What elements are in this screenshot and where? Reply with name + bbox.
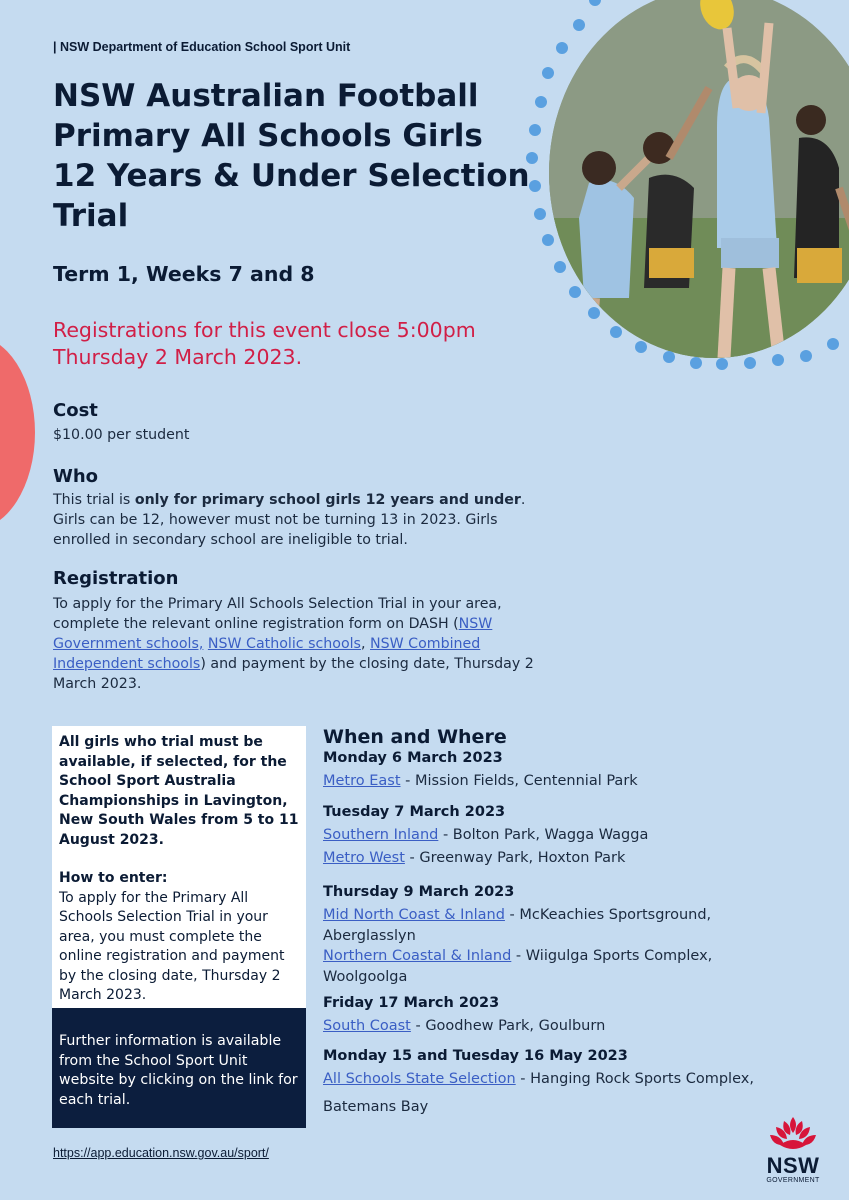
registration-heading: Registration (53, 568, 179, 589)
availability-info-box (52, 726, 306, 1008)
decorative-red-arc (0, 335, 35, 530)
schedule-venue (323, 946, 773, 988)
department-label: | NSW Department of Education School Sport Unit (53, 40, 351, 54)
who-text (53, 490, 543, 550)
further-info-text: Further information is available from the School Sport Unit website by clicking on the link for each trial. (59, 1033, 298, 1108)
venue-place: - Greenway Park, Hoxton Park (404, 850, 626, 866)
availability-notice: All girls who trial must be available, if selected, for the School Sport Australia Championships in Lavington, New South Wales from 5 to 11 August 2023. (59, 734, 299, 848)
venue-place: - McKeachies Sportsground, Aberglasslyn (323, 907, 712, 944)
schedule-venue-extra: Batemans Bay (323, 1099, 429, 1115)
who-text-post: . Girls can be 12, however must not be turning 13 in 2023. Girls enrolled in secondary school are ineligible to trial. (53, 492, 526, 548)
who-text-bold: only for primary school girls 12 years and under (134, 492, 521, 508)
cost-text: $10.00 per student (53, 427, 190, 443)
who-text-pre: This trial is (53, 492, 135, 508)
schedule-venue (323, 848, 773, 869)
how-to-enter-text: To apply for the Primary All Schools Selection Trial in your area, you must complete the online registration and payment by the closing date, Thursday 2 March 2023. (59, 889, 285, 1003)
schedule-day: Thursday 9 March 2023 (323, 884, 515, 900)
schedule-day: Monday 6 March 2023 (323, 750, 503, 766)
schedule-venue (323, 771, 773, 792)
decorative-dot-ring (520, 0, 849, 390)
northern-coastal-inland-link[interactable]: Northern Coastal & Inland (323, 948, 512, 964)
further-info-box (52, 1008, 306, 1128)
logo-subtext: GOVERNMENT (766, 1177, 820, 1184)
registration-close-notice: Registrations for this event close 5:00pm Thursday 2 March 2023. (53, 318, 476, 369)
venue-place: - Wiigulga Sports Complex, Woolgoolga (323, 948, 713, 985)
schedule-venue (323, 1069, 773, 1090)
all-schools-state-selection-link[interactable]: All Schools State Selection (323, 1071, 516, 1087)
when-where-heading: When and Where (323, 726, 507, 748)
venue-place: - Bolton Park, Wagga Wagga (438, 827, 649, 843)
registration-sep: , (360, 636, 370, 652)
sport-unit-website-link[interactable]: https://app.education.nsw.gov.au/sport/ (53, 1146, 269, 1160)
schedule-venue (323, 905, 773, 947)
registration-text-pre: To apply for the Primary All Schools Selection Trial in your area, complete the relevant online registration form on DASH ( (53, 596, 502, 632)
who-heading: Who (53, 466, 99, 487)
schedule-day: Tuesday 7 March 2023 (323, 804, 506, 820)
mid-north-coast-inland-link[interactable]: Mid North Coast & Inland (323, 907, 505, 923)
nsw-government-schools-link[interactable]: NSW Government schools, (53, 616, 493, 652)
southern-inland-link[interactable]: Southern Inland (323, 827, 439, 843)
metro-west-link[interactable]: Metro West (323, 850, 405, 866)
cost-heading: Cost (53, 400, 98, 421)
nsw-government-logo (762, 1115, 824, 1184)
venue-place: - Hanging Rock Sports Complex, (515, 1071, 754, 1087)
south-coast-link[interactable]: South Coast (323, 1018, 411, 1034)
waratah-icon (762, 1115, 824, 1151)
nsw-combined-independent-schools-link[interactable]: NSW Combined Independent schools (53, 636, 481, 672)
venue-place: - Goodhew Park, Goulburn (410, 1018, 606, 1034)
schedule-venue (323, 825, 773, 846)
registration-text-post: ) and payment by the closing date, Thursday 2 March 2023. (53, 656, 534, 692)
logo-text: NSW (766, 1153, 820, 1178)
nsw-catholic-schools-link[interactable]: NSW Catholic schools (207, 636, 361, 652)
schedule-venue (323, 1016, 773, 1037)
page-title: NSW Australian Football Primary All Schools Girls 12 Years & Under Selection Trial (53, 78, 530, 234)
registration-text (53, 594, 543, 694)
metro-east-link[interactable]: Metro East (323, 773, 401, 789)
how-to-enter-heading: How to enter: (59, 870, 168, 886)
schedule-day: Friday 17 March 2023 (323, 995, 500, 1011)
schedule-day: Monday 15 and Tuesday 16 May 2023 (323, 1048, 628, 1064)
term-dates: Term 1, Weeks 7 and 8 (53, 262, 315, 286)
venue-place: - Mission Fields, Centennial Park (400, 773, 638, 789)
